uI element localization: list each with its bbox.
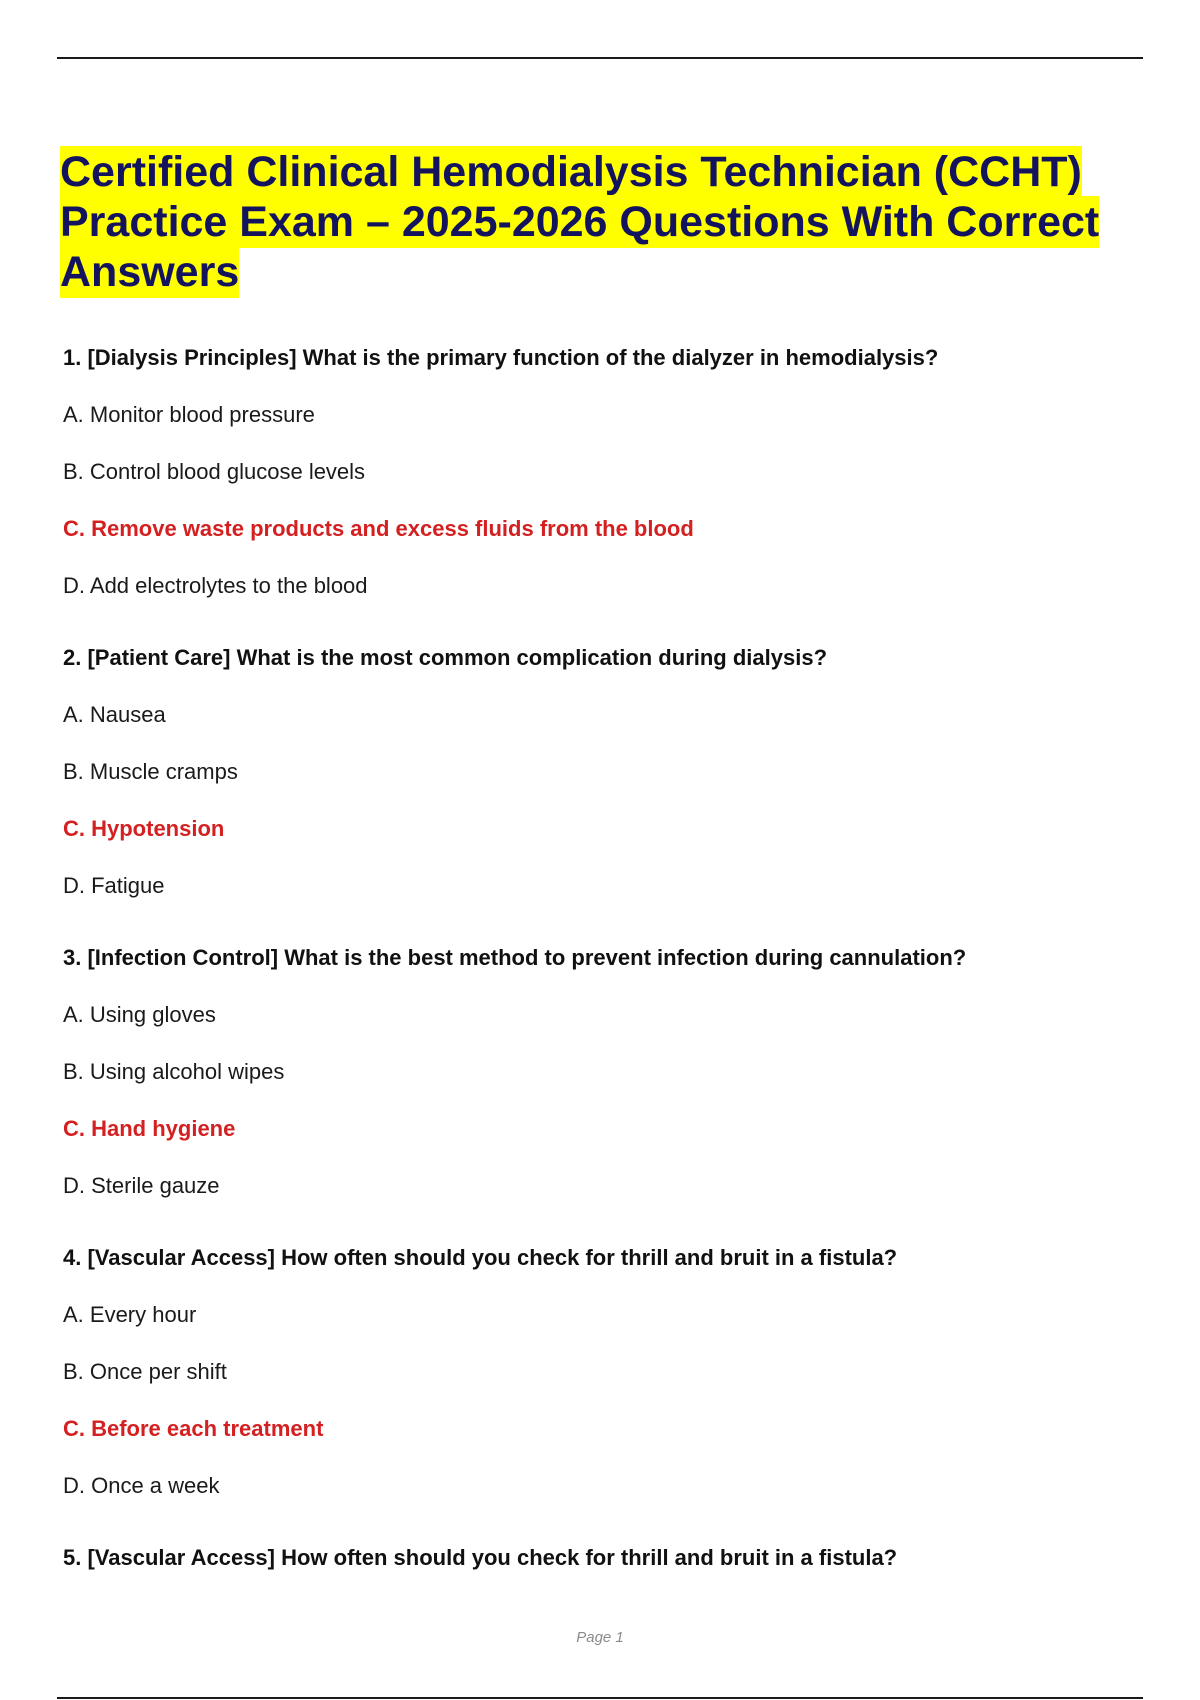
header-rule [57, 57, 1143, 59]
question-list [63, 340, 1143, 1576]
option-a: A. Nausea [63, 702, 166, 727]
option-d: D. Fatigue [63, 873, 165, 898]
page-number: Page 1 [576, 1629, 624, 1646]
option-c-correct: C. Hand hygiene [63, 1116, 236, 1141]
option-b: B. Using alcohol wipes [63, 1059, 285, 1084]
question-block-3 [63, 940, 1143, 1204]
option-a: A. Every hour [63, 1302, 197, 1327]
question-text: 2. [Patient Care] What is the most common complication during dialysis? [63, 645, 828, 670]
option-a: A. Monitor blood pressure [63, 402, 315, 427]
option-c-correct: C. Remove waste products and excess fluids from the blood [63, 516, 694, 541]
question-text: 3. [Infection Control] What is the best method to prevent infection during cannulation? [63, 945, 967, 970]
question-block-1 [63, 340, 1143, 604]
option-d: D. Sterile gauze [63, 1173, 220, 1198]
option-a: A. Using gloves [63, 1002, 216, 1027]
option-c-correct: C. Before each treatment [63, 1416, 324, 1441]
footer-rule [57, 1697, 1143, 1699]
option-b: B. Muscle cramps [63, 759, 238, 784]
option-c-correct: C. Hypotension [63, 816, 225, 841]
title-line-1: Certified Clinical Hemodialysis Technician (CCHT) [60, 148, 1082, 196]
option-d: D. Add electrolytes to the blood [63, 573, 368, 598]
option-d: D. Once a week [63, 1473, 220, 1498]
question-text: 1. [Dialysis Principles] What is the primary function of the dialyzer in hemodialysis? [63, 345, 939, 370]
question-block-2 [63, 640, 1143, 904]
question-block-5 [63, 1540, 1143, 1576]
title-line-2: Practice Exam – 2025-2026 Questions With Correct [60, 198, 1100, 246]
document-title [60, 147, 1140, 297]
question-text: 4. [Vascular Access] How often should you check for thrill and bruit in a fistula? [63, 1245, 898, 1270]
option-b: B. Once per shift [63, 1359, 227, 1384]
title-line-3: Answers [60, 248, 240, 296]
question-text: 5. [Vascular Access] How often should you check for thrill and bruit in a fistula? [63, 1545, 898, 1570]
question-block-4 [63, 1240, 1143, 1504]
option-b: B. Control blood glucose levels [63, 459, 366, 484]
